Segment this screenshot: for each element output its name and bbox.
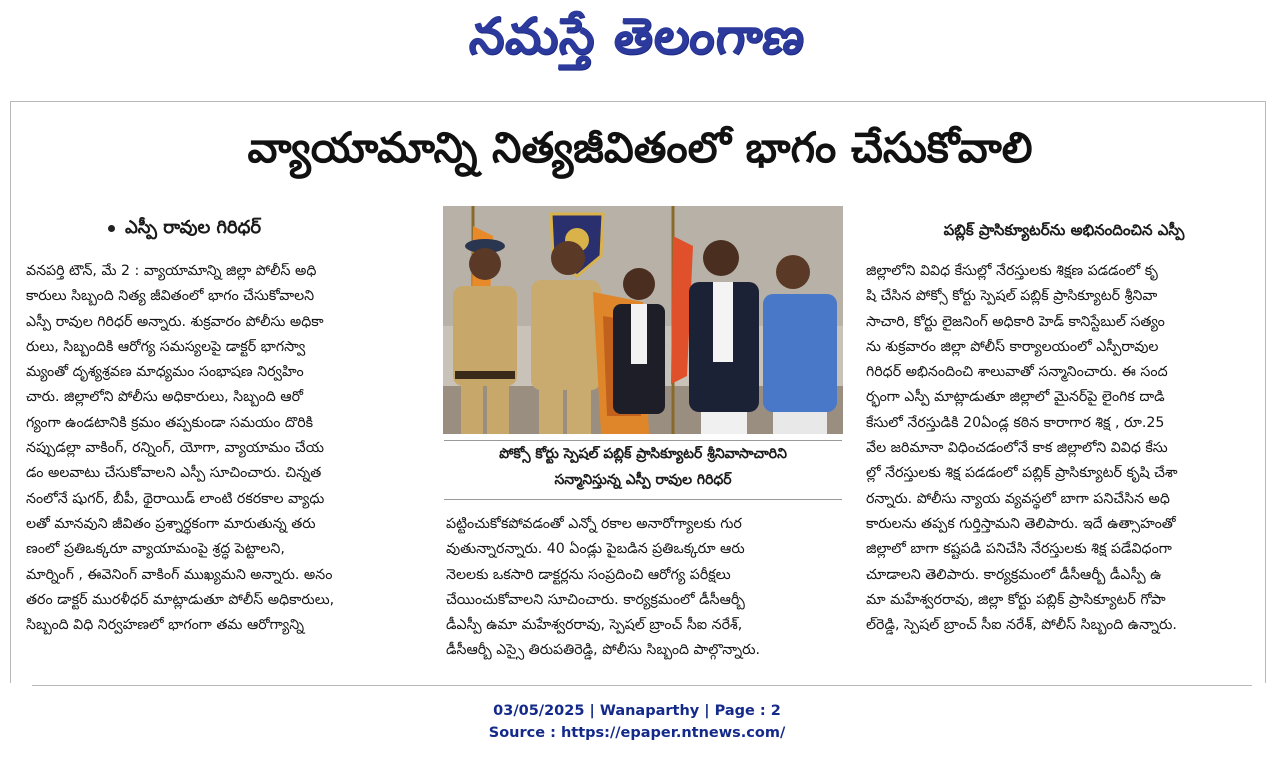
text-line: డీఎస్పీ ఉమా మహేశ్వరరావు, స్పెషల్ బ్రాంచ్ సీఐ నరేశ్,: [446, 617, 743, 634]
caption-line: సన్మానిస్తున్న ఎస్పీ రావుల గిరిధర్: [554, 472, 732, 488]
sidebar-headline: పబ్లిక్ ప్రాసిక్యూటర్‌ను అభినందించిన ఎస్పీ: [943, 221, 1185, 239]
text-line: చేయించుకోవాలని సూచించారు. కార్యక్రమంలో డీసీఆర్బీ: [446, 591, 745, 608]
page-border-right: [1265, 101, 1266, 683]
text-line: తరం డాక్టర్ మురళీధర్ మాట్లాడుతూ పోలీస్ అధికారులు,: [26, 591, 335, 608]
right-column-text: [866, 259, 1258, 638]
photo-illustration: [443, 206, 843, 434]
bullet-icon: [108, 225, 115, 232]
text-line: ణంలో ప్రతిఒక్కరూ వ్యాయామంపై శ్రద్ధ పెట్టాలని,: [26, 541, 285, 558]
text-line: రన్నారు. పోలీసు న్యాయ వ్యవస్థలో బాగా పనిచేసిన అధి: [866, 490, 1170, 507]
text-line: కారులు సిబ్బంది నిత్య జీవితంలో భాగం చేసుకోవాలని: [26, 288, 315, 305]
text-line: మ్యంతో దృశ్యశ్రవణ మాధ్యమం సంభాషణ నిర్వహిం: [26, 364, 304, 381]
text-line: జిల్లాలో బాగా కష్టపడి పనిచేసి నేరస్తులకు శిక్ష పడేవిధంగా: [866, 541, 1172, 558]
text-line: ల్‌రెడ్డి, స్పెషల్ బ్రాంచ్ సీఐ నరేశ్, పోలీస్ సిబ్బంది ఉన్నారు.: [866, 617, 1177, 634]
text-line: వుతున్నారన్నారు. 40 ఏండ్లు పైబడిన ప్రతిఒక్కరూ ఆరు: [446, 541, 745, 558]
article-photo: [443, 206, 843, 434]
text-line: చూడాలని తెలిపారు. కార్యక్రమంలో డీసీఆర్బీ డీఎస్పీ ఉ: [866, 566, 1162, 583]
text-line: డీసీఆర్బీ ఎస్సై తిరుపతిరెడ్డి, పోలీసు సిబ్బంది పాల్గొన్నారు.: [446, 642, 760, 659]
text-line: జిల్లాలోని వివిధ కేసుల్లో నేరస్తులకు శిక్షణ పడడంలో కృ: [866, 263, 1158, 279]
text-line: మా మహేశ్వరరావు, జిల్లా కోర్టు పబ్లిక్ ప్రాసిక్యూటర్ గోపా: [866, 591, 1166, 608]
text-line: నెలలకు ఒకసారి డాక్టర్లను సంప్రదించి ఆరోగ్య పరీక్షలు: [446, 566, 731, 583]
text-line: షి చేసిన పోక్సో కోర్టు స్పెషల్ పబ్లిక్ ప్రాసిక్యూటర్ శ్రీనివా: [866, 288, 1158, 305]
footer-dateline: 03/05/2025 | Wanaparthy | Page : 2: [493, 703, 781, 719]
text-line: నప్పుడల్లా వాకింగ్, రన్నింగ్, యోగా, వ్యాయామం చేయ: [26, 440, 324, 457]
byline-text: ఎస్పీ రావుల గిరిధర్: [125, 217, 262, 238]
text-line: చారు. జిల్లాలోని పోలీసు అధికారులు, సిబ్బంది ఆరో: [26, 389, 304, 406]
text-line: డం అలవాటు చేసుకోవాలని ఎస్పీ సూచించారు. చిన్నత: [26, 465, 322, 482]
text-line: వేల జరిమానా విధించడంలోనే కాక జిల్లాలోని వివిధ కేసు: [866, 440, 1168, 457]
text-line: ల్లో నేరస్తులకు శిక్ష పడడంలో పబ్లిక్ ప్రాసిక్యూటర్ కృషి చేశా: [866, 465, 1178, 482]
text-line: ర్భంగా ఎస్పీ మాట్లాడుతూ జిల్లాలో మైనర్‌పై లైంగిక దాడి: [866, 389, 1165, 406]
text-line: ను శుక్రవారం జిల్లా పోలీస్ కార్యాలయంలో ఎస్పీరావుల: [866, 338, 1159, 355]
masthead-title: నమస్తే తెలంగాణ: [466, 6, 809, 65]
footer-source: Source : https://epaper.ntnews.com/: [488, 725, 786, 741]
page-border-bottom: [32, 685, 1252, 686]
middle-column-text: [446, 512, 840, 664]
page-footer: [0, 700, 1274, 744]
text-line: పట్టించుకోకపోవడంతో ఎన్నో రకాల అనారోగ్యాలకు గుర: [446, 516, 742, 532]
text-line: గ్యంగా ఉండటానికి క్రమం తప్పకుండా సమయం దొరికి: [26, 414, 314, 431]
page-border-top: [10, 101, 1266, 102]
article-headline: వ్యాయామాన్ని నిత్యజీవితంలో భాగం చేసుకోవాలి: [247, 123, 1033, 172]
text-line: నంలోనే షుగర్, బీపీ, థైరాయిడ్ లాంటి రకరకాల వ్యాధు: [26, 490, 325, 507]
text-line: గిరిధర్ అభినందించి శాలువాతో సన్మానించారు. ఈ సంద: [866, 364, 1168, 381]
caption-line: పోక్సో కోర్టు స్పెషల్ పబ్లిక్ ప్రాసిక్యూటర్ శ్రీనివాసాచారిని: [499, 446, 787, 462]
text-line: ఎస్పీ రావుల గిరిధర్ అన్నారు. శుక్రవారం పోలీసు అధికా: [26, 313, 324, 330]
photo-caption: [444, 440, 842, 500]
text-line: కారులను తప్పక గుర్తిస్తామని తెలిపారు. ఇదే ఉత్సాహంతో: [866, 515, 1176, 532]
text-line: రులు, సిబ్బందికి ఆరోగ్య సమస్యలపై డాక్టర్ భాగస్వా: [26, 338, 306, 355]
newspaper-masthead: [0, 0, 1274, 84]
article-byline: [108, 214, 408, 242]
text-line: కేసులో నేరస్తుడికి 20ఏండ్ల కఠిన కారాగార శిక్ష , రూ.25: [866, 414, 1165, 431]
text-line: లతో మానవుని జీవితం ప్రశ్నార్థకంగా మారుతున్న తరు: [26, 515, 316, 532]
text-line: మార్నింగ్ , ఈవెనింగ్ వాకింగ్ ముఖ్యమని అన్నారు. అనం: [26, 566, 333, 583]
left-column-text: [26, 259, 418, 638]
text-line: వనపర్తి టౌన్, మే 2 : వ్యాయామాన్ని జిల్లా పోలీస్ అధి: [26, 263, 317, 279]
text-line: సాచారి, కోర్టు లైజనింగ్ అధికారి హెడ్ కానిస్టేబుల్ సత్యం: [866, 313, 1165, 330]
text-line: సిబ్బంది విధి నిర్వహణలో భాగంగా తమ ఆరోగ్యాన్ని: [26, 617, 305, 634]
page-border-left: [10, 101, 11, 683]
